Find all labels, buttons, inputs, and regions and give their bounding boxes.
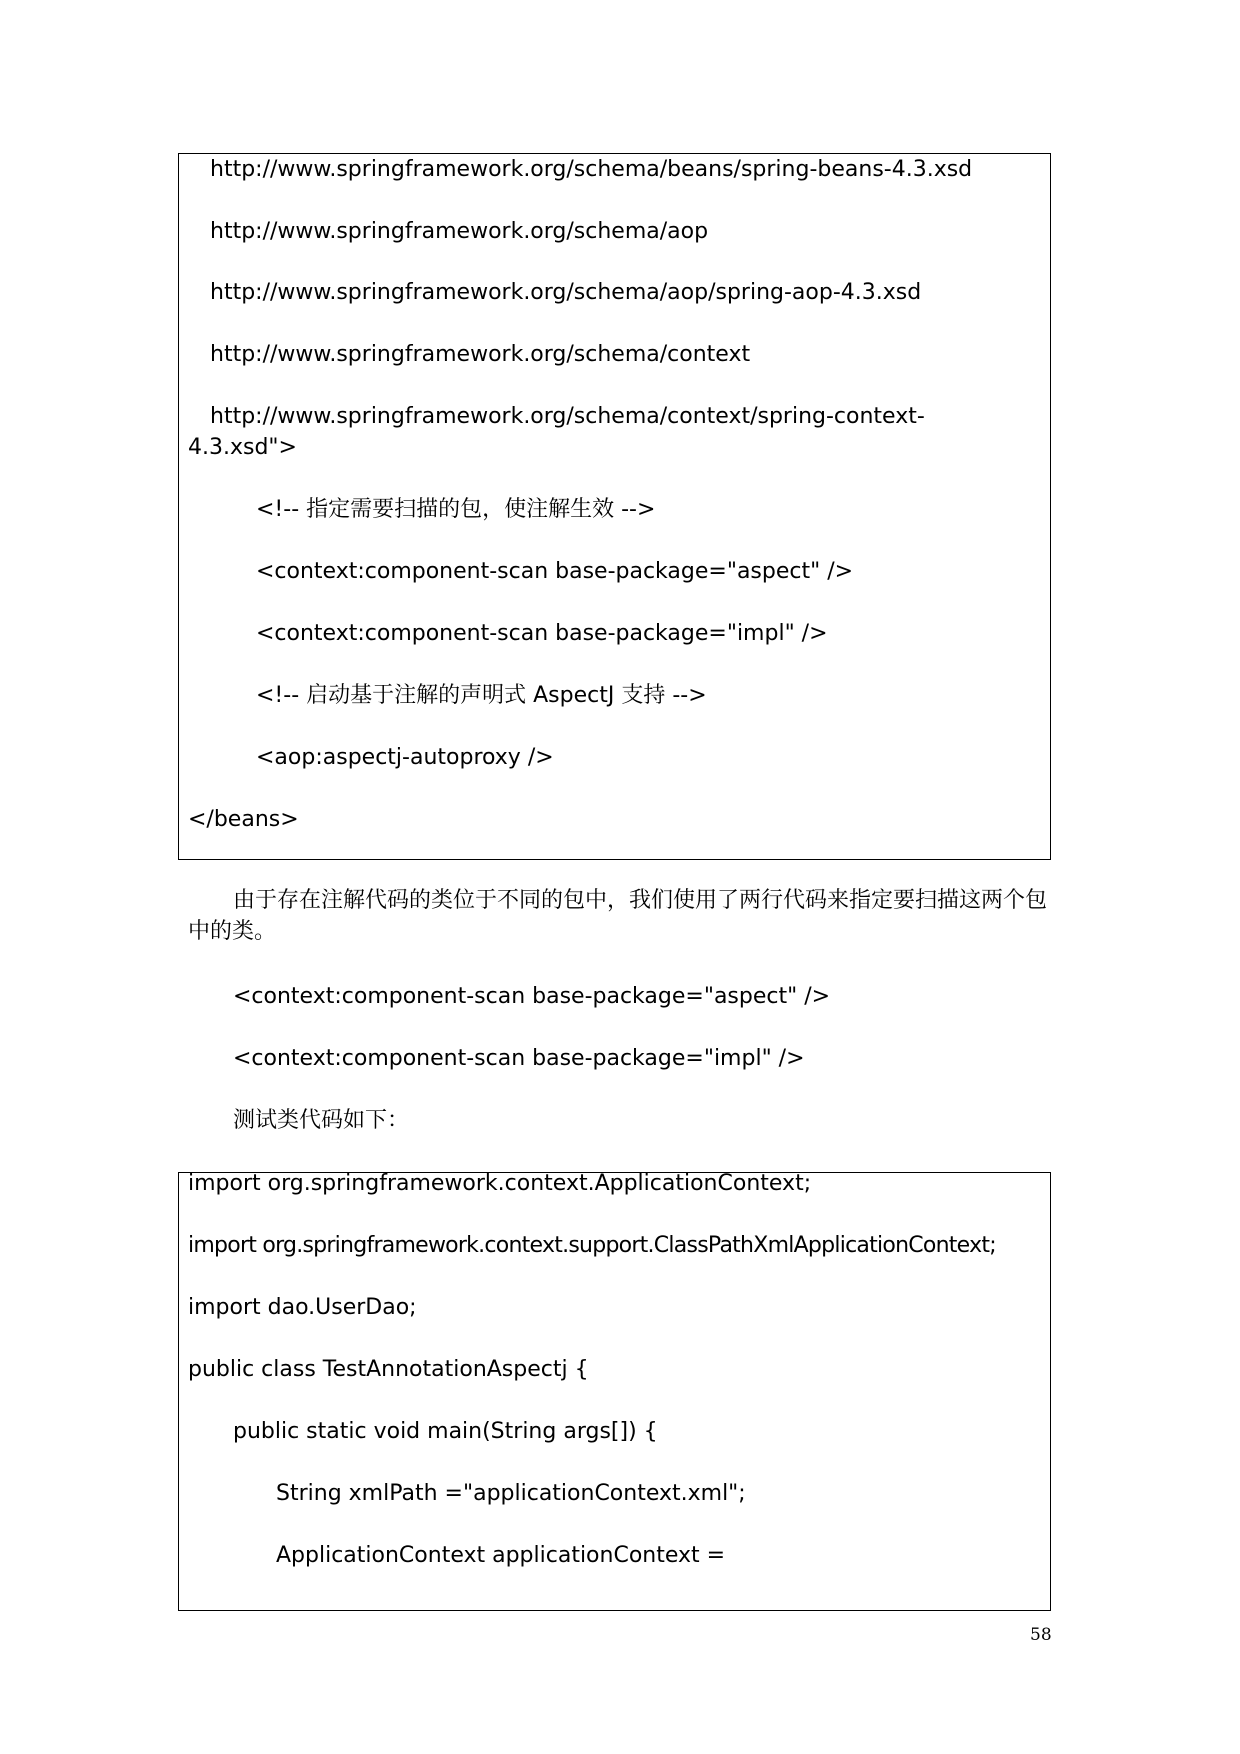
code-line-beans-close: </beans> (188, 807, 299, 832)
code-line-aspectj-autoproxy: <aop:aspectj-autoproxy /> (256, 745, 554, 770)
code-line-context-xsd-part1: http://www.springframework.org/schema/context/spring-context- (210, 404, 925, 429)
paragraph-line-2: 中的类。 (188, 919, 277, 944)
code-line-import-appcontext: import org.springframework.context.ApplicationContext; (188, 1171, 812, 1196)
code-line-class-declaration: public class TestAnnotationAspectj { (188, 1357, 589, 1382)
code-line-aop-schema: http://www.springframework.org/schema/aop (210, 219, 709, 244)
code-line-aop-xsd: http://www.springframework.org/schema/aop/spring-aop-4.3.xsd (210, 280, 922, 305)
code-line-scan-aspect: <context:component-scan base-package="aspect" /> (256, 559, 854, 584)
code-comment-enable-aspectj: <!-- 启动基于注解的声明式 AspectJ 支持 --> (256, 683, 707, 708)
code-line-appcontext-decl: ApplicationContext applicationContext = (276, 1543, 726, 1568)
snippet-scan-aspect: <context:component-scan base-package="aspect" /> (233, 984, 831, 1009)
page-number: 58 (1030, 1625, 1052, 1645)
code-comment-scan-packages: <!-- 指定需要扫描的包，使注解生效 --> (256, 497, 656, 522)
code-line-scan-impl: <context:component-scan base-package="impl" /> (256, 621, 828, 646)
code-line-xmlpath: String xmlPath ="applicationContext.xml"; (276, 1481, 746, 1506)
code-line-context-xsd-part2: 4.3.xsd"> (188, 435, 297, 460)
paragraph-line-1: 由于存在注解代码的类位于不同的包中，我们使用了两行代码来指定要扫描这两个包 (233, 888, 1048, 913)
code-line-context-schema: http://www.springframework.org/schema/context (210, 342, 751, 367)
snippet-scan-impl: <context:component-scan base-package="impl" /> (233, 1046, 805, 1071)
code-line-import-userdao: import dao.UserDao; (188, 1295, 417, 1320)
code-line-beans-xsd: http://www.springframework.org/schema/beans/spring-beans-4.3.xsd (210, 157, 973, 182)
intro-test-class: 测试类代码如下： (233, 1108, 410, 1133)
code-line-import-classpath: import org.springframework.context.support.ClassPathXmlApplicationContext; (188, 1233, 996, 1258)
code-line-main-method: public static void main(String args[]) { (233, 1419, 658, 1444)
